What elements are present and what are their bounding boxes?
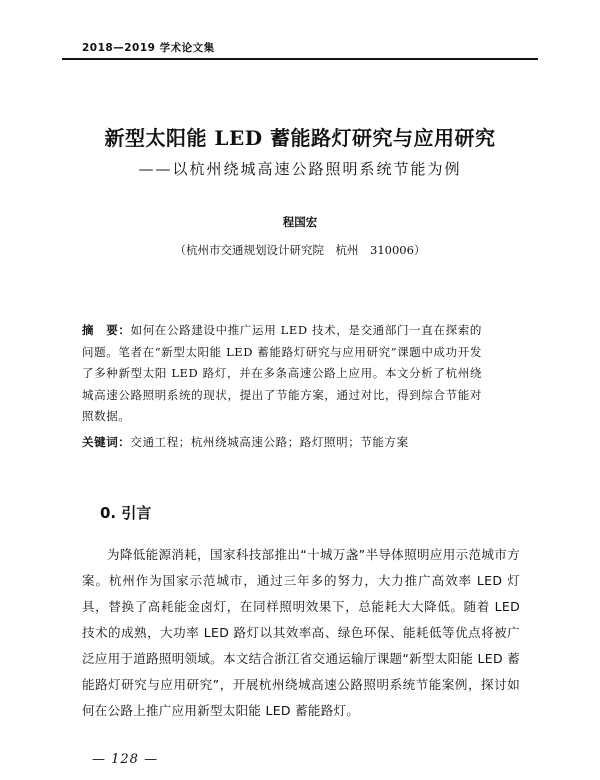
- header-rule: [62, 58, 538, 60]
- article-title: 新型太阳能 LED 蓄能路灯研究与应用研究: [104, 126, 496, 150]
- keywords-text: 交通工程；杭州绕城高速公路；路灯照明；节能方案: [130, 435, 409, 449]
- author-name: 程国宏: [282, 215, 318, 229]
- running-header: 2018—2019 学术论文集: [82, 42, 215, 54]
- abstract: [82, 320, 482, 428]
- article-subtitle: ——以杭州绕城高速公路照明系统节能为例: [138, 160, 462, 178]
- keywords: [82, 432, 522, 453]
- body-paragraph: 为降低能源消耗，国家科技部推出“十城万盏”半导体照明应用示范城市方案。杭州作为国家示范城市，通过三年多的努力，大力推广高效率 LED 灯具，替换了高耗能金卤灯，在同样照明效果下，总能耗大大降低。随着 LED 技术的成熟，大功率 LED 路灯以其效率高、绿色环保、能耗低等优点将被广泛应用于道路照明领域。本文结合浙江省交通运输厅课题“新型太阳能 LED 蓄能路灯研究与应用研究”，开展杭州绕城高速公路照明系统节能案例，探讨如何在公路上推广应用新型太阳能 LED 蓄能路灯。: [82, 547, 520, 718]
- keywords-label: 关键词：: [82, 435, 131, 449]
- author-affiliation: （杭州市交通规划设计研究院 杭州 310006）: [174, 243, 426, 257]
- section-heading: 0. 引言: [100, 504, 152, 522]
- page-number: — 128 —: [92, 752, 159, 767]
- abstract-text: 如何在公路建设中推广运用 LED 技术，是交通部门一直在探索的问题。笔者在“新型太阳能 LED 蓄能路灯研究与应用研究”课题中成功开发了多种新型太阳 LED 路灯，并在多条高速公路上应用。本文分析了杭州绕城高速公路照明系统的现状，提出了节能方案，通过对比，得到综合节能对照数据。: [82, 323, 482, 423]
- abstract-label: 摘 要：: [82, 323, 131, 337]
